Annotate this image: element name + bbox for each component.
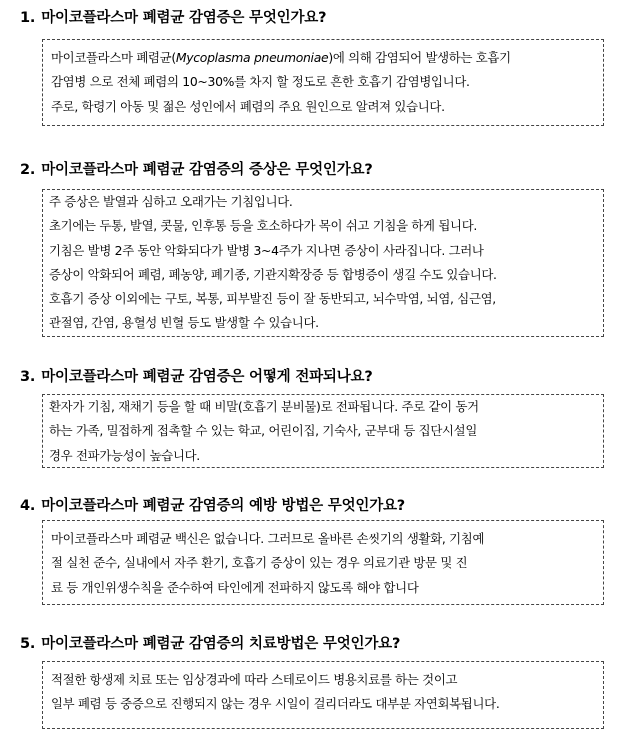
section-title: 마이코플라스마 폐렴균 감염증의 예방 방법은 무엇인가요?: [41, 498, 406, 514]
section-number: 1.: [20, 10, 36, 26]
text-line: 절 실천 준수, 실내에서 자주 환기, 호흡기 증상이 있는 경우 의료기관 방문 및 진: [51, 555, 468, 571]
content-box: [42, 39, 604, 126]
text-line: 환자가 기침, 재채기 등을 할 때 비말(호흡기 분비물)로 전파됩니다. 주로 같이 동거: [49, 399, 479, 414]
text-line: 관절염, 간염, 용혈성 빈혈 등도 발생할 수 있습니다.: [49, 315, 319, 331]
text-line: 료 등 개인위생수칙을 준수하여 타인에게 전파하지 않도록 해야 합니다: [51, 579, 419, 595]
section-number: 2.: [20, 162, 36, 178]
section-number: 4.: [20, 498, 36, 514]
section-title: 마이코플라스마 폐렴균 감염증의 치료방법은 무엇인가요?: [41, 636, 401, 652]
text-line: 마이코플라스마 폐렴균(Mycoplasma pneumoniae)에 의해 감염되어 발생하는 호흡기: [51, 50, 511, 65]
text-line: 감염병 으로 전체 폐렴의 10~30%를 차지 할 정도로 흔한 호흡기 감염병입니다.: [51, 74, 470, 90]
text-line: 주 증상은 발열과 심하고 오래가는 기침입니다.: [49, 194, 293, 209]
text-line: 하는 가족, 밀접하게 접촉할 수 있는 학교, 어린이집, 기숙사, 군부대 등 집단시설일: [49, 423, 477, 439]
section-title: 마이코플라스마 폐렴균 감염증의 증상은 무엇인가요?: [41, 162, 373, 178]
text-line: 일부 폐렴 등 중증으로 진행되지 않는 경우 시일이 걸리더라도 대부분 자연회복됩니다.: [51, 696, 500, 712]
text-line: 마이코플라스마 폐렴균 백신은 없습니다. 그러므로 올바른 손씻기의 생활화, 기침예: [51, 531, 485, 546]
text-line: 증상이 악화되어 폐렴, 폐농양, 폐기종, 기관지확장증 등 합병증이 생길 수도 있습니다.: [49, 266, 497, 282]
section-heading: [20, 496, 405, 516]
text-line: 적절한 항생제 치료 또는 임상경과에 따라 스테로이드 병용치료를 하는 것이고: [51, 672, 458, 687]
text-line: 호흡기 증상 이외에는 구토, 복통, 피부발진 등이 잘 동반되고, 뇌수막염, 뇌염, 심근염,: [49, 291, 496, 307]
section-heading: [20, 160, 373, 180]
content-box: [42, 520, 604, 605]
text-line: 경우 전파가능성이 높습니다.: [49, 447, 200, 463]
section-title: 마이코플라스마 폐렴균 감염증은 무엇인가요?: [41, 10, 327, 26]
section-number: 5.: [20, 636, 36, 652]
content-box: [42, 661, 604, 729]
text-line: 초기에는 두통, 발열, 콧물, 인후통 등을 호소하다가 목이 쉬고 기침을 하게 됩니다.: [49, 218, 477, 234]
section-number: 3.: [20, 369, 36, 385]
text-line: 기침은 발병 2주 동안 악화되다가 발병 3~4주가 지나면 증상이 사라집니다. 그러나: [49, 242, 484, 258]
section-heading: [20, 634, 400, 654]
section-heading: [20, 367, 373, 387]
section-title: 마이코플라스마 폐렴균 감염증은 어떻게 전파되나요?: [41, 369, 373, 385]
content-box: [42, 189, 604, 337]
text-line: 주로, 학령기 아동 및 젊은 성인에서 폐렴의 주요 원인으로 알려져 있습니다.: [51, 98, 445, 114]
content-box: [42, 394, 604, 468]
section-heading: [20, 8, 326, 28]
